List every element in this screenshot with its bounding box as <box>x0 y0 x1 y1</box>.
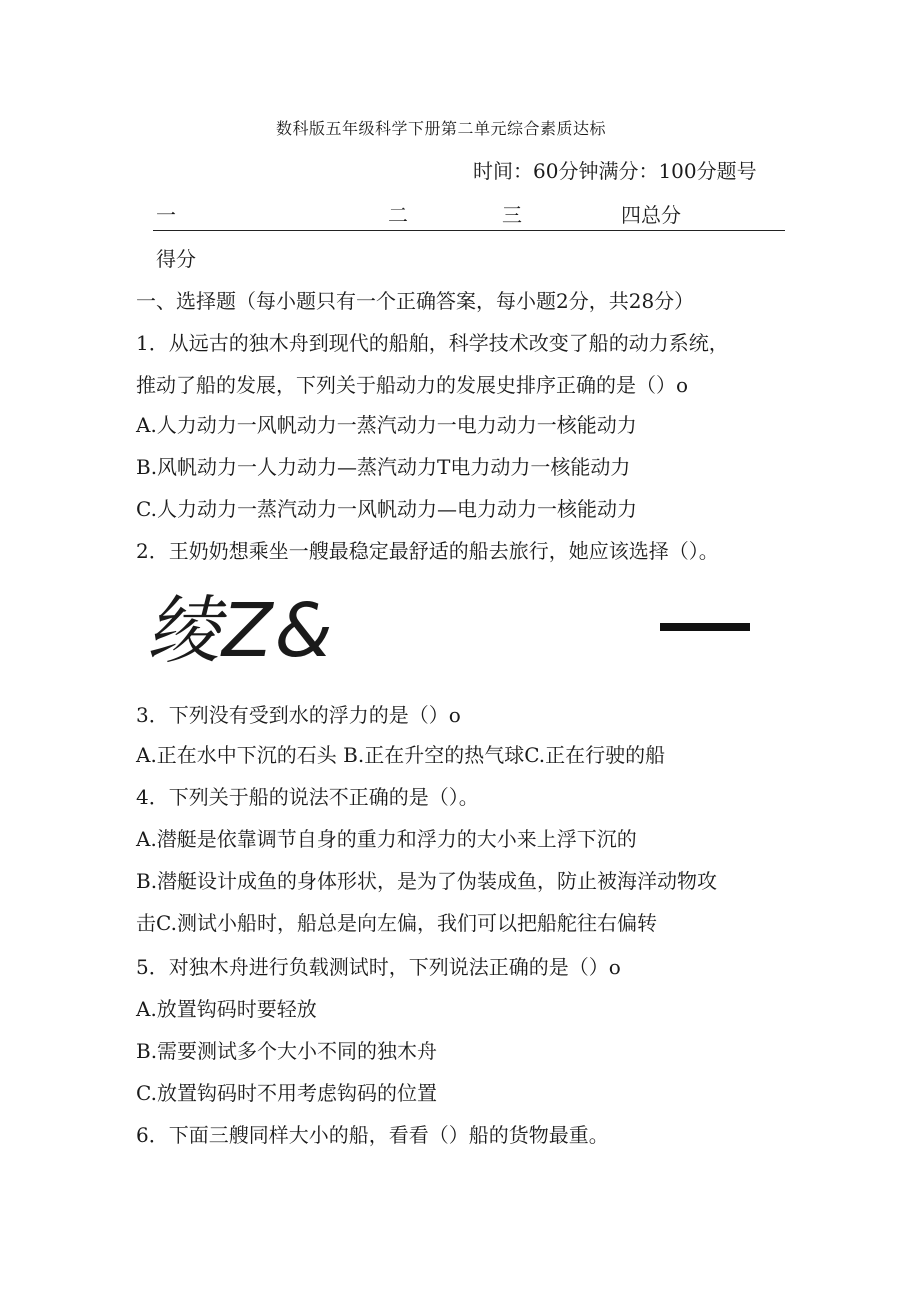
score-col-3: 三 <box>502 203 522 227</box>
option-line: B.潜艇设计成鱼的身体形状，是为了伪装成鱼，防止被海洋动物攻 <box>136 869 718 893</box>
question-line: 6．下面三艘同样大小的船，看看（）船的货物最重。 <box>136 1123 609 1147</box>
question-line: 5．对独木舟进行负载测试时，下列说法正确的是（）o <box>136 955 621 979</box>
score-col-1: 一 <box>156 203 176 227</box>
option-line: B.需要测试多个大小不同的独木舟 <box>136 1039 438 1063</box>
question-line: 4．下列关于船的说法不正确的是（）。 <box>136 785 479 809</box>
option-line: C.人力动力一蒸汽动力一风帆动力—电力动力一核能动力 <box>136 497 637 521</box>
ocr-artifact-glyphs: 绫Z& <box>146 588 335 674</box>
question-line: 1．从远古的独木舟到现代的船舶，科学技术改变了船的动力系统， <box>136 331 729 355</box>
option-line: 击C.测试小船时，船总是向左偏，我们可以把船舵往右偏转 <box>136 911 657 935</box>
page-title: 数科版五年级科学下册第二单元综合素质达标 <box>276 119 607 138</box>
score-col-4: 四总分 <box>621 203 681 227</box>
score-col-2: 二 <box>388 203 408 227</box>
option-line: A.放置钩码时要轻放 <box>136 997 317 1021</box>
question-line: 3．下列没有受到水的浮力的是（）o <box>136 703 461 727</box>
option-line: C.放置钩码时不用考虑钩码的位置 <box>136 1081 437 1105</box>
question-line: 2．王奶奶想乘坐一艘最稳定最舒适的船去旅行，她应该选择（）。 <box>136 539 719 563</box>
score-row-label: 得分 <box>156 247 196 271</box>
section-heading: 一、选择题（每小题只有一个正确答案，每小题2分，共28分） <box>136 289 695 313</box>
option-line: B.风帆动力一人力动力—蒸汽动力T电力动力一核能动力 <box>136 455 631 479</box>
dash-mark <box>660 623 750 631</box>
option-line: A.正在水中下沉的石头 B.正在升空的热气球C.正在行驶的船 <box>136 743 666 767</box>
option-line: A.人力动力一风帆动力一蒸汽动力一电力动力一核能动力 <box>136 413 637 437</box>
question-line: 推动了船的发展，下列关于船动力的发展史排序正确的是（）o <box>136 373 689 397</box>
score-table-rule <box>153 230 785 231</box>
option-line: A.潜艇是依靠调节自身的重力和浮力的大小来上浮下沉的 <box>136 827 637 851</box>
exam-meta-line: 时间：60分钟满分：100分题号 <box>473 159 757 183</box>
